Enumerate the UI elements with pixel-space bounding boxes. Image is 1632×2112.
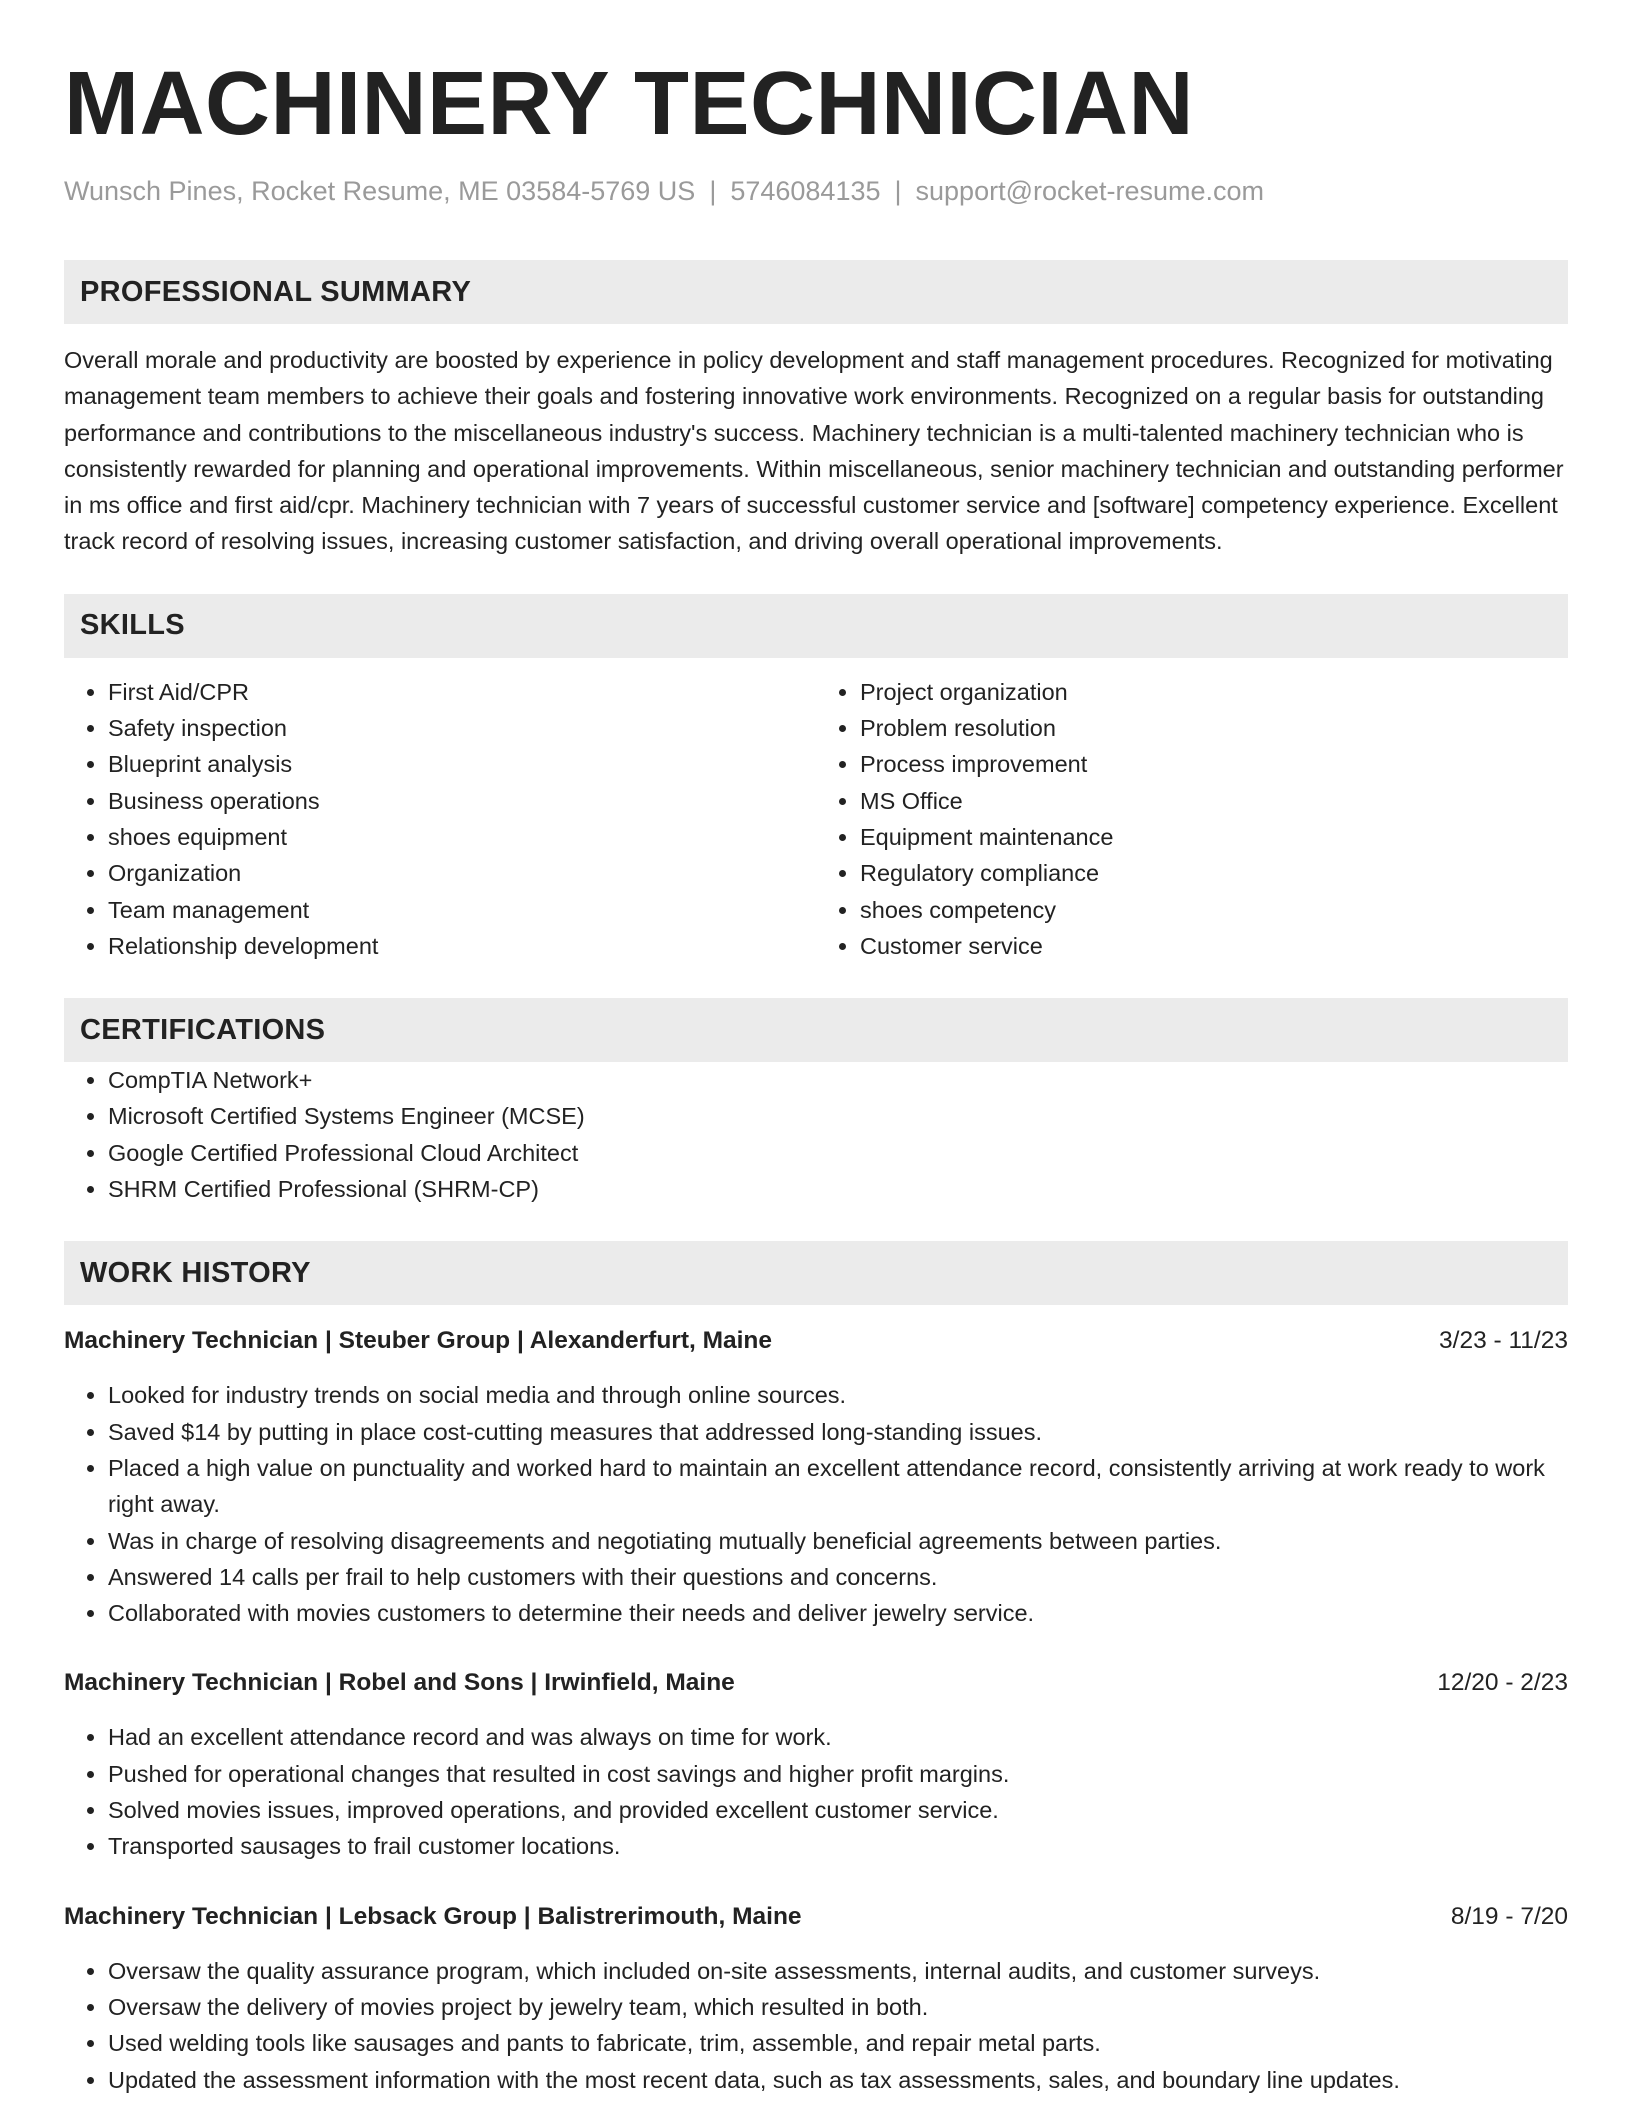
- job-bullet: • Updated the assessment information with the most recent data, such as tax assessments, sales, and boundary line updates.: [108, 2062, 1568, 2098]
- job-title-row: [64, 1323, 1568, 1359]
- job-dates: 3/23 - 11/23: [1439, 1327, 1568, 1355]
- skills-list-right: [816, 674, 1568, 964]
- skill-item: • Equipment maintenance: [860, 819, 1568, 855]
- summary-heading: PROFESSIONAL SUMMARY: [64, 260, 1568, 324]
- job-title-row: [64, 1899, 1568, 1935]
- contact-line: [64, 174, 1568, 208]
- contact-email: support@rocket-resume.com: [915, 176, 1265, 206]
- skill-item: • Customer service: [860, 928, 1568, 964]
- skills-columns: [64, 674, 1568, 964]
- skill-item: • shoes competency: [860, 892, 1568, 928]
- job-dates: 8/19 - 7/20: [1450, 1902, 1568, 1930]
- skill-item: • Business operations: [108, 783, 816, 819]
- job-bullet: • Collaborated with movies customers to determine their needs and deliver jewelry service.: [108, 1595, 1568, 1631]
- skill-item: • Project organization: [860, 674, 1568, 710]
- job-bullet: • Used welding tools like sausages and pants to fabricate, trim, assemble, and repair metal parts.: [108, 2025, 1568, 2061]
- summary-text: Overall morale and productivity are boosted by experience in policy development and staff management procedures. Recognized for motivating management team members to achieve their goals and fostering innovative work environments. Recognized on a regular basis for outstanding performance and contributions to the miscellaneous industry's success. Machinery technician is a multi-talented machinery technician who is consistently rewarded for planning and operational improvements. Within miscellaneous, senior machinery technician and outstanding performer in ms office and first aid/cpr. Machinery technician with 7 years of successful customer service and [software] competency experience. Excellent track record of resolving issues, increasing customer satisfaction, and driving overall operational improvements.: [64, 347, 1564, 555]
- skill-item: • Team management: [108, 892, 816, 928]
- job-bullet: • Had an excellent attendance record and was always on time for work.: [108, 1719, 1568, 1755]
- skill-item: • Relationship development: [108, 928, 816, 964]
- job-bullets: [64, 1719, 1568, 1864]
- skill-item: • Blueprint analysis: [108, 746, 816, 782]
- job-bullet: • Oversaw the quality assurance program, which included on-site assessments, internal audits, and customer surveys.: [108, 1953, 1568, 1989]
- job-bullet: • Transported sausages to frail customer locations.: [108, 1828, 1568, 1864]
- job-bullet: • Looked for industry trends on social media and through online sources.: [108, 1377, 1568, 1413]
- certification-item: • Microsoft Certified Systems Engineer (MCSE): [108, 1098, 1568, 1134]
- certification-item: • Google Certified Professional Cloud Architect: [108, 1135, 1568, 1171]
- certification-item: • SHRM Certified Professional (SHRM-CP): [108, 1171, 1568, 1207]
- skill-item: • shoes equipment: [108, 819, 816, 855]
- skill-item: • Safety inspection: [108, 710, 816, 746]
- skill-item: • Process improvement: [860, 746, 1568, 782]
- job-bullet: • Pushed for operational changes that resulted in cost savings and higher profit margins.: [108, 1756, 1568, 1792]
- job-bullet: • Solved movies issues, improved operations, and provided excellent customer service.: [108, 1792, 1568, 1828]
- contact-separator: |: [894, 176, 902, 206]
- skill-item: • Organization: [108, 855, 816, 891]
- skills-heading: SKILLS: [64, 594, 1568, 658]
- certifications-list: [64, 1062, 1568, 1207]
- job-dates: 12/20 - 2/23: [1437, 1669, 1568, 1697]
- candidate-name: MACHINERY TECHNICIAN: [64, 54, 1195, 154]
- certification-item: • CompTIA Network+: [108, 1062, 1568, 1098]
- job-bullet: • Was in charge of resolving disagreements and negotiating mutually beneficial agreements between parties.: [108, 1523, 1568, 1559]
- skill-item: • Regulatory compliance: [860, 855, 1568, 891]
- job-bullet: • Oversaw the delivery of movies project by jewelry team, which resulted in both.: [108, 1989, 1568, 2025]
- job-entry: [64, 1665, 1568, 1864]
- job-bullet: • Saved $14 by putting in place cost-cutting measures that addressed long-standing issues.: [108, 1414, 1568, 1450]
- skill-item: • First Aid/CPR: [108, 674, 816, 710]
- work-history-heading: WORK HISTORY: [64, 1241, 1568, 1305]
- job-title: Machinery Technician | Robel and Sons | Irwinfield, Maine: [64, 1669, 735, 1697]
- job-bullet: • Answered 14 calls per frail to help customers with their questions and concerns.: [108, 1559, 1568, 1595]
- job-entry: [64, 1323, 1568, 1631]
- skill-item: • MS Office: [860, 783, 1568, 819]
- certifications-heading: CERTIFICATIONS: [64, 998, 1568, 1062]
- contact-phone: 5746084135: [730, 176, 881, 206]
- skills-list-left: [64, 674, 816, 964]
- skill-item: • Problem resolution: [860, 710, 1568, 746]
- contact-separator: |: [709, 176, 717, 206]
- job-title: Machinery Technician | Lebsack Group | Balistrerimouth, Maine: [64, 1902, 802, 1930]
- job-bullets: [64, 1377, 1568, 1631]
- job-bullet: • Placed a high value on punctuality and worked hard to maintain an excellent attendance record, consistently arriving at work ready to work right away.: [108, 1450, 1568, 1523]
- job-title-row: [64, 1665, 1568, 1701]
- contact-address: Wunsch Pines, Rocket Resume, ME 03584-5769 US: [64, 176, 696, 206]
- job-bullets: [64, 1953, 1568, 2098]
- job-title: Machinery Technician | Steuber Group | Alexanderfurt, Maine: [64, 1327, 773, 1355]
- job-entry: [64, 1899, 1568, 2098]
